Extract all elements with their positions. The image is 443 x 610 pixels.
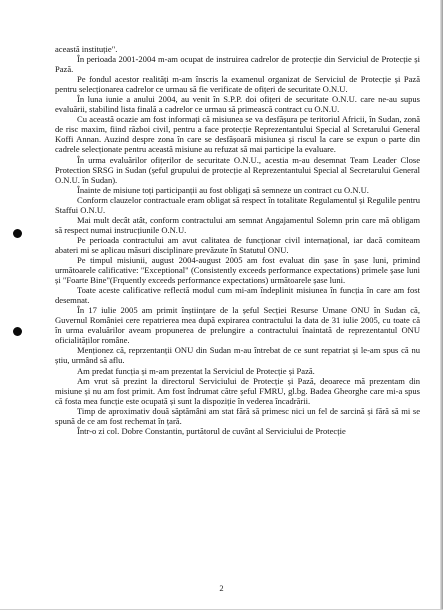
- paragraph: Pe timpul misiunii, august 2004-august 2005 am fost evaluat din șase în șase luni, primind următoarele calificative: "Exceptional" (Consistently exceeds performance expectations) primele șase luni și "Foarte Bine"(Frquently exceeds performance expectations) următoarele șase luni.: [55, 254, 420, 286]
- paragraph: Mai mult decât atât, conform contractului am semnat Angajamentul Solemn prin care mă obligam să respect numai instrucțiunile O.N.U.: [55, 214, 420, 235]
- paragraph: Timp de aproximativ două săptămâni am stat fără să primesc nici un fel de sarcină și fără să mi se spună de ce am fost rechemat în țară.: [55, 405, 420, 426]
- paragraph: În perioada 2001-2004 m-am ocupat de instruirea cadrelor de protecție din Serviciul de Protecție și Pază.: [55, 54, 420, 75]
- paragraph: Am predat funcția și m-am prezentat la Serviciul de Protecție și Pază.: [77, 365, 315, 376]
- paragraph: Pe fondul acestor realități m-am înscris la examenul organizat de Serviciul de Protecție și Pază pentru selecționarea cadrelor ce urmau să fie verificate de ofițeri de securitate O.N.U.: [55, 74, 420, 95]
- paragraph: În urma evaluărilor ofițerilor de securitate O.N.U., acestia m-au desemnat Team Leader Close Protection SRSG in Sudan (șeful grupului de protecție al Reprezentantului Special al Secretarului General O.N.U. în Sudan).: [55, 154, 420, 185]
- paragraph: Am vrut să prezint la directorul Serviciului de Protecție și Pază, deoarece mă prezentam din misiune și nu am fost primit. Am fost îndrumat către șeful FMRU, gl.bg. Badea Gheorghe care mi-a spus că fosta mea funcție este ocupată și sunt la dispoziție în vederea încadrării.: [55, 375, 420, 406]
- punch-hole-mark: [13, 327, 22, 336]
- paragraph: Conform clauzelor contractuale eram obligat să respect în totalitate Regulamentul și Regulile pentru Staffui O.N.U.: [55, 194, 420, 215]
- paragraph: În 17 iulie 2005 am primit înștiințare de la șeful Secției Resurse Umane ONU în Sudan că, Guvernul României cere repatrierea mea după expirarea contractului la data de 31 iulie 2005, cu toate că în urma evaluărilor aveam propunerea de prelungire a contractului înaintată de reprezentantul ONU oficialităților române.: [55, 305, 420, 346]
- paragraph: Pe perioada contractului am avut calitatea de funcționar civil internațional, iar dacă comiteam abateri mi se aplicau măsuri disciplinare prevăzute în Statutul ONU.: [55, 234, 420, 255]
- paragraph: În luna iunie a anului 2004, au venit în S.P.P. doi ofițeri de securitate O.N.U. care ne-au supus evaluării, stabilind lista finală a cadrelor ce urmau să primească contract cu O.N.U.: [55, 94, 420, 115]
- paragraph: această instituție".: [55, 44, 118, 54]
- punch-hole-mark: [13, 229, 22, 238]
- document-body: [55, 44, 420, 436]
- paragraph: Toate aceste calificative reflectă modul cum mi-am îndeplinit misiunea în funcția în care am fost desemnat.: [55, 285, 420, 306]
- page-number: 2: [219, 583, 224, 593]
- paragraph: Într-o zi col. Dobre Constantin, purtătorul de cuvânt al Serviciului de Protecție: [77, 425, 346, 436]
- paragraph: Cu această ocazie am fost informați că misiunea se va desfășura pe teritoriul Africii, în Sudan, zonă de risc maxim, fiind război civil, pentru a face protecție Reprezentantului Special al Scretarului General Koffi Annan. Auzind despre zona în care se desfășoară misiunea și riscul la care se expun o parte din cadrele selecționate pentru această misiune au refuzat să mai participe la evaluare.: [55, 114, 420, 155]
- paragraph: Înainte de misiune toți participanții au fost obligați să semneze un contract cu O.N.U.: [77, 184, 369, 195]
- paragraph: Menționez că, reprzentanții ONU din Sudan m-au întrebat de ce sunt repatriat și le-am spus că nu știu, urmând să aflu.: [55, 345, 420, 366]
